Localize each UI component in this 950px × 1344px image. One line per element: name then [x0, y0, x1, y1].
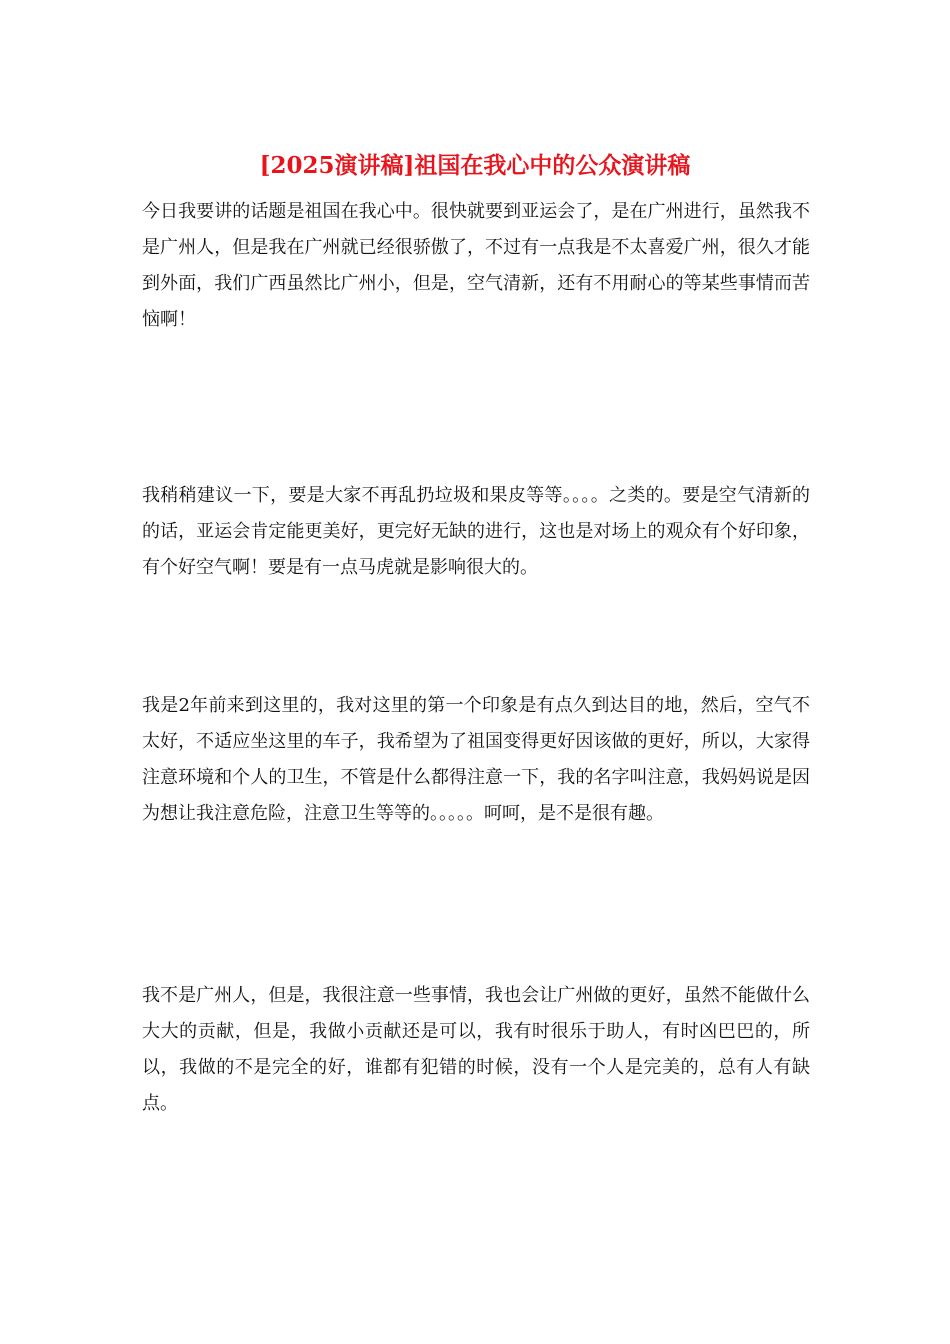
paragraph-1: 今日我要讲的话题是祖国在我心中。很快就要到亚运会了，是在广州进行，虽然我不是广州人，但是我在广州就已经很骄傲了，不过有一点我是不太喜爱广州，很久才能到外面，我们广西虽然比广州小，但是，空气清新，还有不用耐心的等某些事情而苦恼啊！ — [142, 201, 810, 330]
paragraph-4: 我不是广州人，但是，我很注意一些事情，我也会让广州做的更好，虽然不能做什么大大的贡献，但是，我做小贡献还是可以，我有时很乐于助人，有时凶巴巴的，所以，我做的不是完全的好，谁都有犯错的时候，没有一个人是完美的，总有人有缺点。 — [142, 985, 810, 1114]
paragraph-3: 我是2年前来到这里的，我对这里的第一个印象是有点久到达目的地，然后，空气不太好，不适应坐这里的车子，我希望为了祖国变得更好因该做的更好，所以，大家得注意环境和个人的卫生，不管是什么都得注意一下，我的名字叫注意，我妈妈说是因为想让我注意危险，注意卫生等等的。。。。。呵呵，是不是很有趣。 — [142, 695, 810, 824]
document-title: [2025演讲稿]祖国在我心中的公众演讲稿 — [259, 152, 691, 179]
paragraph-2: 我稍稍建议一下，要是大家不再乱扔垃圾和果皮等等。。。。之类的。要是空气清新的的话，亚运会肯定能更美好，更完好无缺的进行，这也是对场上的观众有个好印象，有个好空气啊！要是有一点马虎就是影响很大的。 — [142, 485, 810, 578]
